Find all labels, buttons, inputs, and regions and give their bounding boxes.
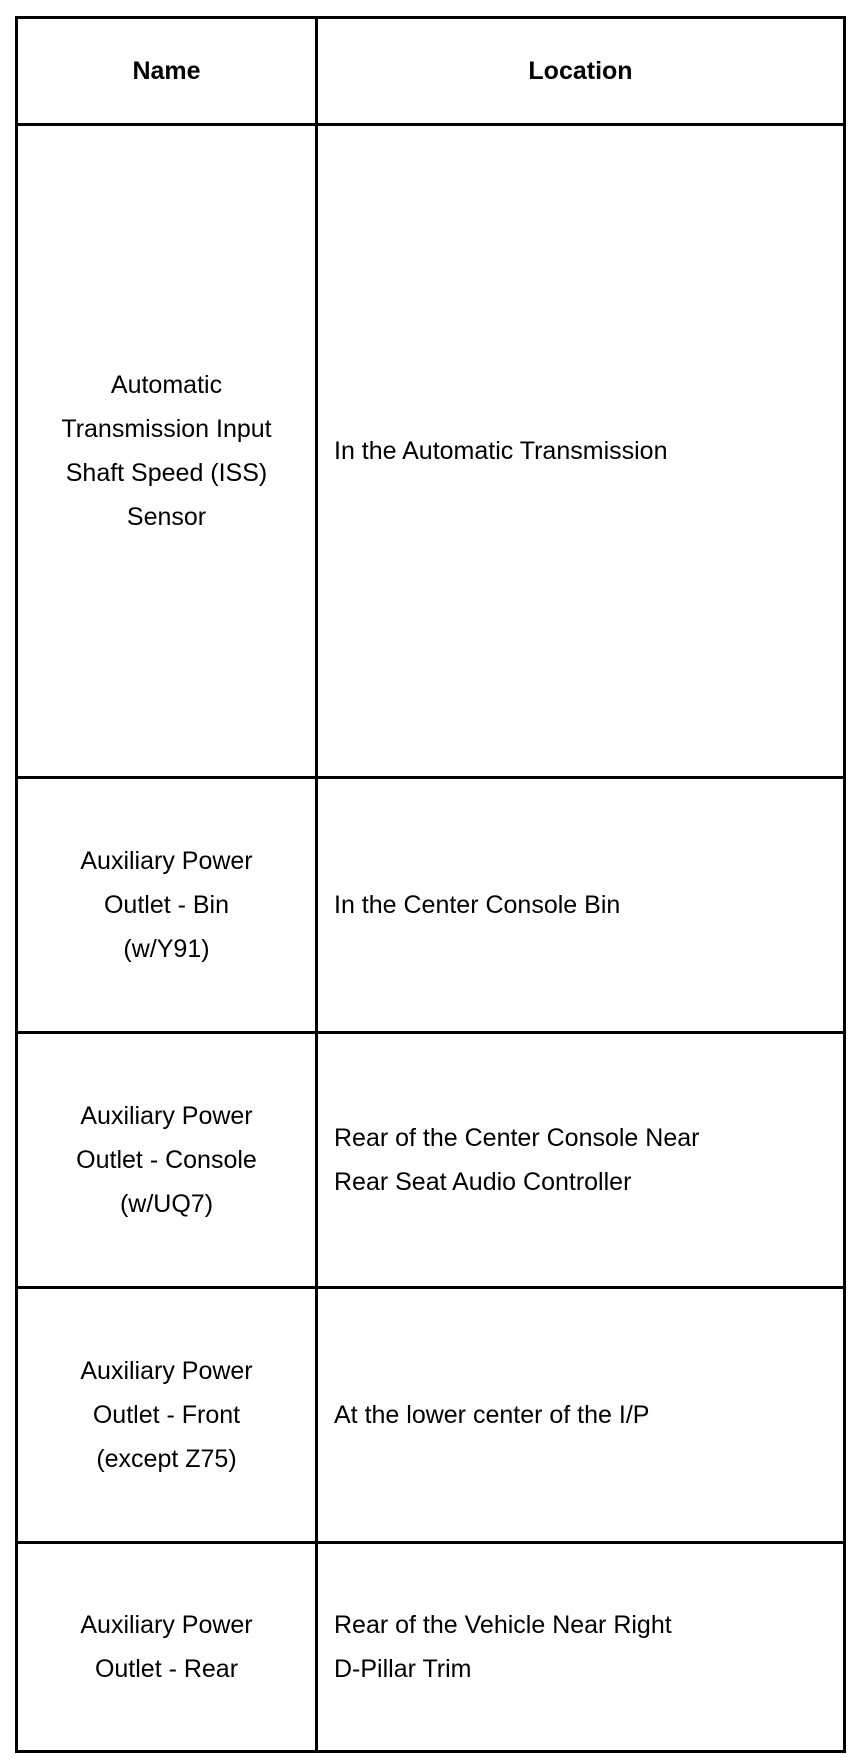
name-cell — [17, 1543, 317, 1752]
name-line: Automatic — [110, 371, 223, 399]
table-row — [17, 778, 845, 1033]
table-row — [17, 1033, 845, 1288]
location-line: In the Center Console Bin — [334, 891, 621, 919]
name-line: Transmission Input — [61, 415, 272, 443]
name-line: Outlet - Front — [92, 1401, 241, 1429]
location-cell — [317, 778, 845, 1033]
name-line: (w/UQ7) — [119, 1190, 214, 1218]
location-cell — [317, 1543, 845, 1752]
location-line: Rear of the Center Console Near — [334, 1124, 700, 1152]
location-line: D-Pillar Trim — [334, 1655, 472, 1683]
name-line: Auxiliary Power — [80, 1611, 253, 1639]
name-cell — [17, 1033, 317, 1288]
column-header-name: Name — [17, 18, 317, 125]
location-line: Rear of the Vehicle Near Right — [334, 1611, 672, 1639]
location-cell — [317, 1033, 845, 1288]
name-cell — [17, 778, 317, 1033]
table-row — [17, 1543, 845, 1752]
component-location-table — [15, 16, 846, 1753]
name-line: (except Z75) — [96, 1445, 237, 1473]
location-line: Rear Seat Audio Controller — [334, 1168, 632, 1196]
name-line: Auxiliary Power — [80, 1102, 253, 1130]
table-header-row — [17, 18, 845, 125]
location-cell — [317, 1288, 845, 1543]
table-row — [17, 1288, 845, 1543]
name-line: Outlet - Rear — [94, 1655, 239, 1683]
name-line: Outlet - Bin — [103, 891, 230, 919]
name-cell — [17, 1288, 317, 1543]
column-header-location: Location — [317, 18, 845, 125]
location-line: In the Automatic Transmission — [334, 437, 668, 465]
location-line: At the lower center of the I/P — [334, 1401, 650, 1429]
name-line: Shaft Speed (ISS) — [65, 459, 268, 487]
name-line: Sensor — [126, 503, 207, 531]
name-line: (w/Y91) — [123, 935, 210, 963]
location-cell — [317, 125, 845, 778]
name-line: Outlet - Console — [76, 1146, 257, 1174]
table-row — [17, 125, 845, 778]
name-cell — [17, 125, 317, 778]
name-line: Auxiliary Power — [80, 1357, 253, 1385]
name-line: Auxiliary Power — [80, 847, 253, 875]
